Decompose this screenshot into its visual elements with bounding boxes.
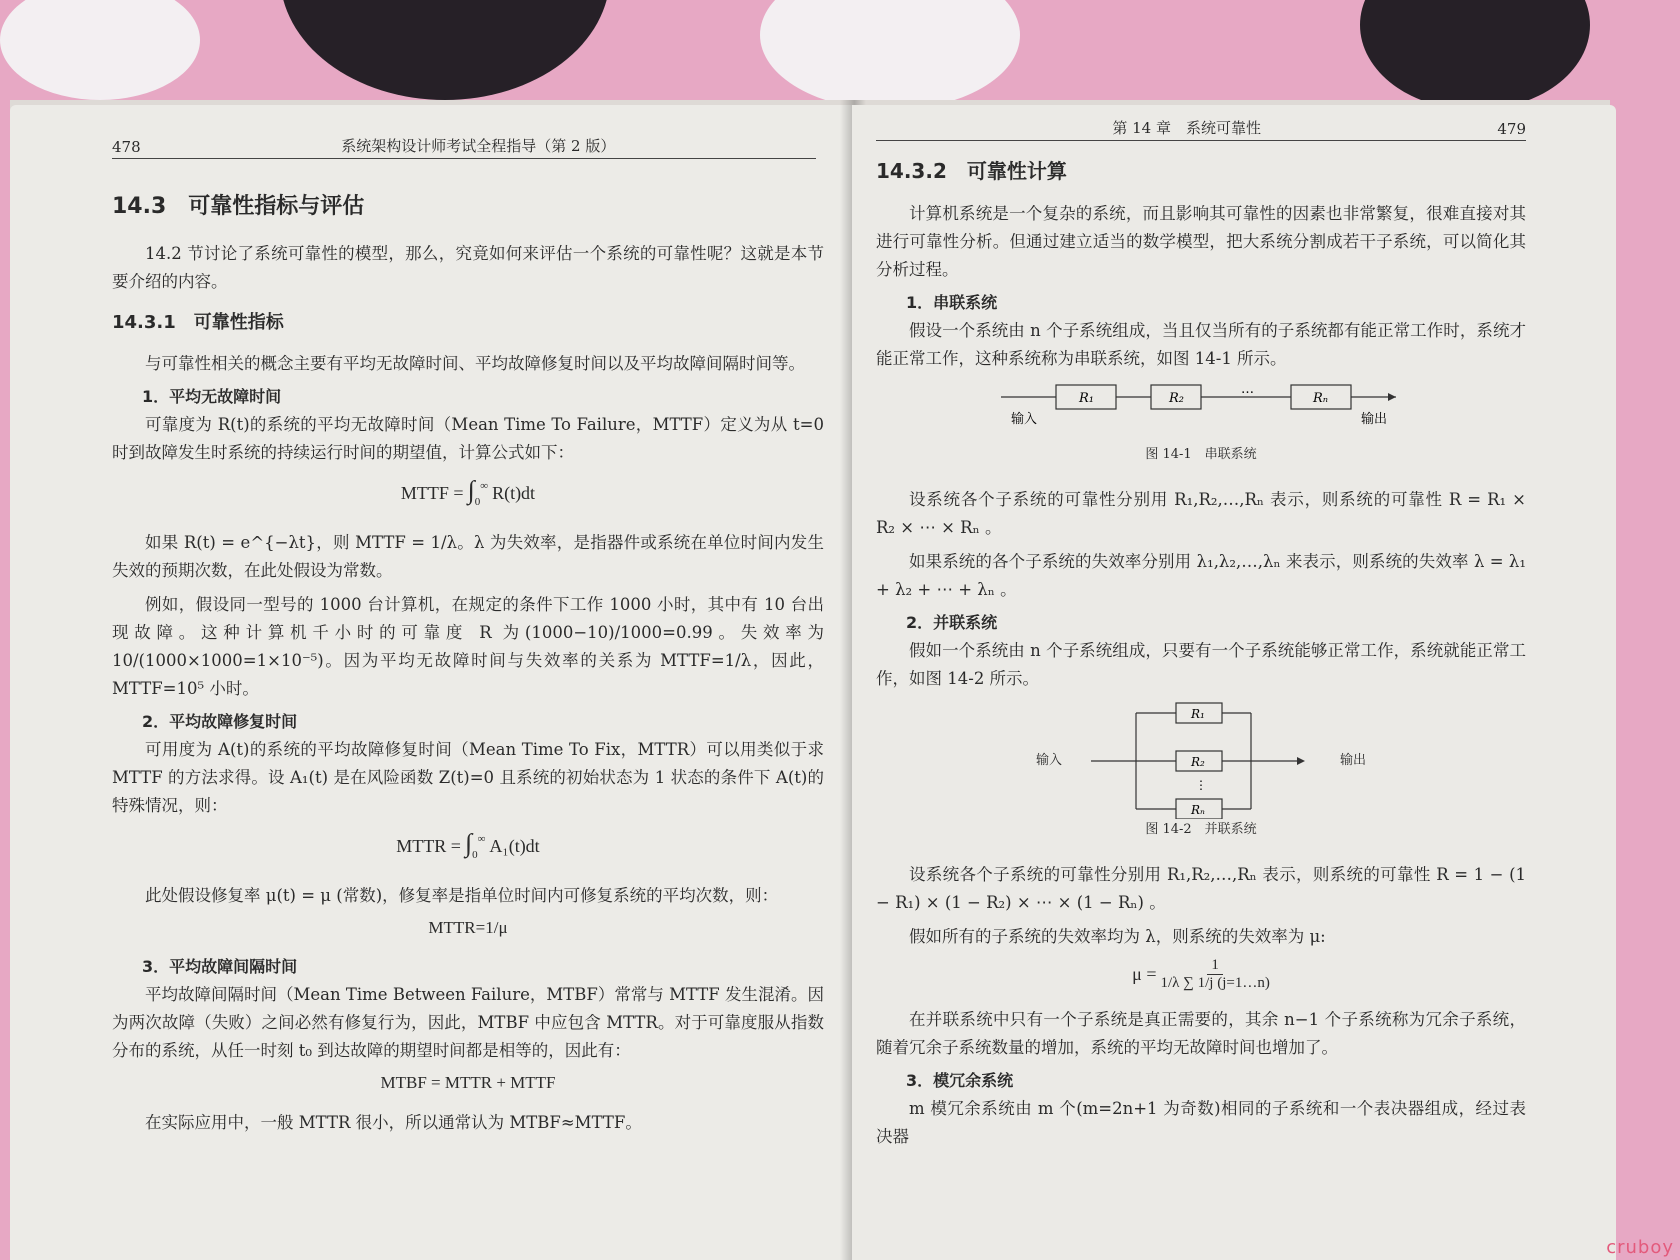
formula-lhs: μ = [1132, 964, 1157, 984]
paragraph: 例如，假设同一型号的 1000 台计算机，在规定的条件下工作 1000 小时，其中有 10 台出现故障。这种计算机千小时的可靠度 R 为(1000−10)/1000=0.99。失效率为 10/(1000×1000=1×10⁻⁵)。因为平均无故障时间与失效率的关系为 MTTF=1/λ，因此，MTTF=10⁵ 小时。 [112, 594, 824, 698]
integral-sign: $\int_0^\infty$ [464, 828, 486, 861]
paragraph: 假如所有的子系统的失效率均为 λ，则系统的失效率为 μ: [909, 927, 1326, 946]
paragraph: 14.2 节讨论了系统可靠性的模型，那么，究竟如何来评估一个系统的可靠性呢？这就是本节要介绍的内容。 [112, 244, 824, 291]
item-title: 1．平均无故障时间 [142, 387, 282, 406]
fabric-dot-right [1360, 0, 1590, 110]
page-number: 478 [112, 138, 141, 156]
diagram-box-label: Rₙ [1313, 391, 1329, 406]
formula-mtbf: MTBF = MTTR + MTTF [380, 1072, 556, 1092]
page-number: 479 [1497, 120, 1526, 138]
paragraph: 如果 R(t) = e^{−λt}，则 MTTF = 1/λ。λ 为失效率，是指器件或系统在单位时间内发生失效的预期次数，在此处假设为常数。 [112, 532, 824, 580]
formula-rhs: R(t)dt [492, 483, 536, 504]
diagram-box-label: R₁ [1191, 707, 1205, 721]
formula-mttf [112, 473, 824, 515]
item-title: 3．模冗余系统 [906, 1071, 1014, 1090]
fabric-spot [0, 0, 200, 100]
item-title: 3．平均故障间隔时间 [142, 956, 298, 976]
paragraph: 平均故障间隔时间（Mean Time Between Failure，MTBF）常常与 MTTF 发生混淆。因为两次故障（失败）之间必然有修复行为，因此，MTBF 中应包含 MTTR。对于可靠度服从指数分布的系统，从任一时刻 t₀ 到达故障的期望时间都是相等的，因此有： [112, 984, 824, 1060]
subsection-title: 14.3.1 可靠性指标 [112, 312, 284, 333]
section-title: 14.3 可靠性指标与评估 [112, 194, 365, 219]
fraction-numerator: 1 [1207, 957, 1223, 975]
formula-mu [876, 957, 1526, 992]
paragraph: 设系统各个子系统的可靠性分别用 R₁,R₂,…,Rₙ 表示，则系统的可靠性 R = 1 − (1 − R₁) × (1 − R₂) × ⋯ × (1 − Rₙ) 。 [876, 865, 1526, 912]
diagram-vdots: ⋮ [1195, 778, 1207, 792]
fraction-denominator: 1/λ ∑ 1/j (j=1…n) [1160, 975, 1270, 991]
diagram-box-label: Rₙ [1191, 803, 1205, 817]
formula-rhs: A₁(t)dt [489, 836, 540, 857]
formula-mttr [112, 826, 824, 868]
fabric-dot-large [280, 0, 610, 100]
paragraph: 假如一个系统由 n 个子系统组成，只要有一个子系统能够正常工作，系统就能正常工作，如图 14-2 所示。 [876, 641, 1526, 688]
paragraph: 可用度为 A(t)的系统的平均故障修复时间（Mean Time To Fix，MTTR）可以用类似于求 MTTF 的方法求得。设 A₁(t) 是在风险函数 Z(t)=0 且系统的初始状态为 1 状态的条件下 A(t)的特殊情况，则： [112, 739, 824, 815]
subsection-title: 14.3.2 可靠性计算 [876, 159, 1067, 183]
formula-lhs: MTTR = [396, 836, 461, 857]
running-title: 第 14 章 系统可靠性 [1112, 119, 1261, 137]
diagram-box-label: R₂ [1169, 391, 1184, 406]
paragraph: 假设一个系统由 n 个子系统组成，当且仅当所有的子系统都有能正常工作时，系统才能正常工作，这种系统称为串联系统，如图 14-1 所示。 [876, 321, 1526, 368]
paragraph: 设系统各个子系统的可靠性分别用 R₁,R₂,…,Rₙ 表示，则系统的可靠性 R = R₁ × R₂ × ⋯ × Rₙ 。 [876, 490, 1526, 537]
diagram-box-label: R₂ [1191, 755, 1205, 769]
item-title: 1．串联系统 [906, 293, 998, 312]
right-page [852, 105, 1616, 1260]
watermark: cruboy [1606, 1237, 1674, 1258]
paragraph: 在并联系统中只有一个子系统是真正需要的，其余 n−1 个子系统称为冗余子系统，随着冗余子系统数量的增加，系统的平均无故障时间也增加了。 [876, 1010, 1526, 1057]
right-running-header [876, 117, 1526, 141]
formula-lhs: MTTF = [400, 483, 464, 504]
paragraph: 此处假设修复率 μ(t) = μ (常数)，修复率是指单位时间内可修复系统的平均次数，则： [145, 885, 779, 905]
diagram-ellipsis: … [1241, 382, 1254, 397]
integral-sign: $\int_0^\infty$ [467, 475, 489, 508]
paragraph: m 模冗余系统由 m 个(m=2n+1 为奇数)相同的子系统和一个表决器组成，经过表决器 [876, 1099, 1526, 1146]
paragraph: 如果系统的各个子系统的失效率分别用 λ₁,λ₂,…,λₙ 来表示，则系统的失效率 λ = λ₁ + λ₂ + ⋯ + λₙ 。 [876, 552, 1526, 599]
series-system-diagram [1001, 379, 1401, 439]
paragraph: 与可靠性相关的概念主要有平均无故障时间、平均故障修复时间以及平均故障间隔时间等。 [145, 354, 805, 373]
left-page [10, 105, 852, 1260]
diagram-box-label: R₁ [1079, 391, 1094, 406]
left-running-header [112, 135, 816, 159]
diagram-input-label: 输入 [1011, 412, 1038, 427]
fraction [1160, 957, 1269, 992]
item-title: 2．平均故障修复时间 [142, 711, 298, 731]
paragraph: 计算机系统是一个复杂的系统，而且影响其可靠性的因素也非常繁复，很难直接对其进行可靠性分析。但通过建立适当的数学模型，把大系统分割成若干子系统，可以简化其分析过程。 [876, 204, 1526, 279]
running-title: 系统架构设计师考试全程指导（第 2 版） [341, 137, 616, 155]
item-title: 2．并联系统 [906, 613, 998, 632]
diagram-output-label: 输出 [1339, 753, 1366, 768]
formula-mttr-mu: MTTR=1/μ [428, 917, 508, 937]
paragraph: 可靠度为 R(t)的系统的平均无故障时间（Mean Time To Failure，MTTF）定义为从 t=0 时到故障发生时系统的持续运行时间的期望值，计算公式如下： [112, 415, 824, 462]
diagram-output-label: 输出 [1361, 412, 1388, 427]
figure-caption: 图 14-1 串联系统 [1145, 447, 1257, 462]
figure-caption: 图 14-2 并联系统 [1145, 822, 1257, 837]
fabric-spot [760, 0, 1020, 110]
diagram-input-label: 输入 [1036, 753, 1063, 768]
paragraph: 在实际应用中，一般 MTTR 很小，所以通常认为 MTBF≈MTTF。 [145, 1112, 642, 1132]
